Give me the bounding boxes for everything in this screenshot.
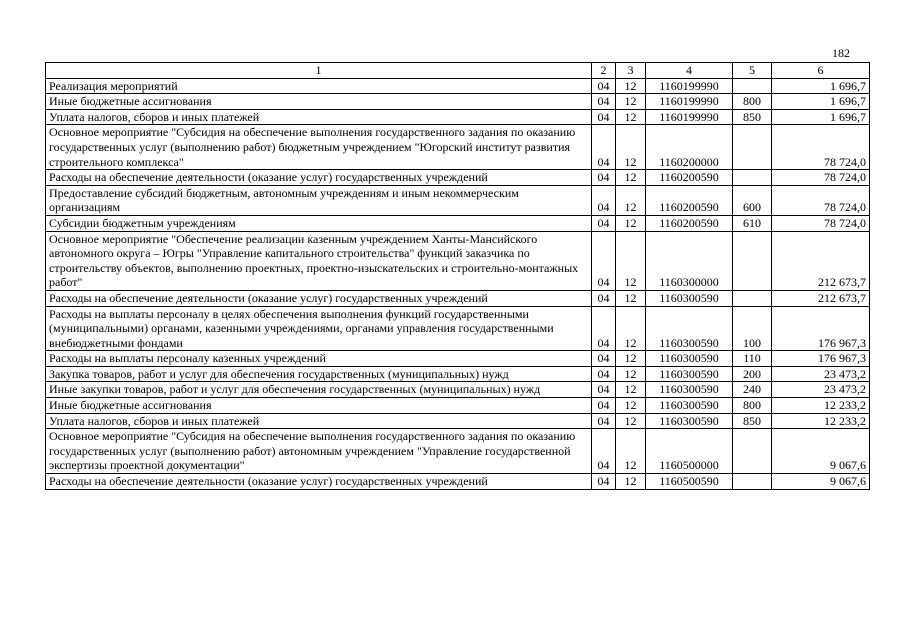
cell-name: Уплата налогов, сборов и иных платежей <box>46 109 592 125</box>
table-row <box>46 125 870 170</box>
cell-section: 04 <box>592 231 616 290</box>
cell-subsection: 12 <box>616 170 646 186</box>
cell-section: 04 <box>592 474 616 490</box>
cell-target-article: 1160300590 <box>646 351 733 367</box>
cell-amount: 78 724,0 <box>772 170 870 186</box>
cell-name: Предоставление субсидий бюджетным, автономным учреждениям и иным некоммерческим организациям <box>46 185 592 215</box>
table-row <box>46 231 870 290</box>
cell-name: Основное мероприятие "Субсидия на обеспечение выполнения государственного задания по оказанию государственных услуг (выполнению работ) бюджетным учреждением "Югорский институт развития строительного комплекса" <box>46 125 592 170</box>
cell-target-article: 1160199990 <box>646 78 733 94</box>
cell-name: Иные бюджетные ассигнования <box>46 398 592 414</box>
column-header: 6 <box>772 63 870 79</box>
table-row <box>46 413 870 429</box>
cell-target-article: 1160200590 <box>646 185 733 215</box>
cell-expense-type: 600 <box>733 185 772 215</box>
cell-section: 04 <box>592 351 616 367</box>
cell-target-article: 1160300000 <box>646 231 733 290</box>
cell-target-article: 1160300590 <box>646 382 733 398</box>
cell-expense-type: 610 <box>733 215 772 231</box>
cell-subsection: 12 <box>616 185 646 215</box>
cell-expense-type: 200 <box>733 366 772 382</box>
cell-name: Расходы на выплаты персоналу в целях обеспечения выполнения функций государственными (муниципальными) органами, казенными учреждениями, органами управления государственными внебюджетными фондами <box>46 306 592 351</box>
cell-expense-type: 850 <box>733 413 772 429</box>
cell-name: Закупка товаров, работ и услуг для обеспечения государственных (муниципальных) нужд <box>46 366 592 382</box>
cell-expense-type: 850 <box>733 109 772 125</box>
cell-subsection: 12 <box>616 474 646 490</box>
cell-target-article: 1160300590 <box>646 413 733 429</box>
cell-name: Расходы на выплаты персоналу казенных учреждений <box>46 351 592 367</box>
cell-section: 04 <box>592 185 616 215</box>
cell-section: 04 <box>592 78 616 94</box>
cell-amount: 78 724,0 <box>772 185 870 215</box>
cell-target-article: 1160200000 <box>646 125 733 170</box>
cell-name: Субсидии бюджетным учреждениям <box>46 215 592 231</box>
cell-section: 04 <box>592 290 616 306</box>
cell-subsection: 12 <box>616 78 646 94</box>
cell-subsection: 12 <box>616 231 646 290</box>
cell-section: 04 <box>592 413 616 429</box>
column-header: 5 <box>733 63 772 79</box>
cell-subsection: 12 <box>616 215 646 231</box>
budget-table <box>45 62 870 490</box>
cell-name: Основное мероприятие "Обеспечение реализации казенным учреждением Ханты-Мансийского автономного округа – Югры "Управление капитального строительства" функций заказчика по строительству объектов, выполнению проектных, проектно-изыскательских и строительно-монтажных работ" <box>46 231 592 290</box>
cell-expense-type: 800 <box>733 398 772 414</box>
cell-section: 04 <box>592 109 616 125</box>
cell-target-article: 1160199990 <box>646 109 733 125</box>
cell-target-article: 1160300590 <box>646 290 733 306</box>
cell-section: 04 <box>592 429 616 474</box>
table-row <box>46 306 870 351</box>
table-row <box>46 215 870 231</box>
cell-section: 04 <box>592 215 616 231</box>
cell-amount: 1 696,7 <box>772 94 870 110</box>
cell-expense-type <box>733 474 772 490</box>
cell-expense-type: 240 <box>733 382 772 398</box>
cell-expense-type <box>733 290 772 306</box>
cell-name: Иные бюджетные ассигнования <box>46 94 592 110</box>
cell-section: 04 <box>592 382 616 398</box>
table-row <box>46 382 870 398</box>
table-body <box>46 78 870 489</box>
table-row <box>46 398 870 414</box>
cell-subsection: 12 <box>616 413 646 429</box>
column-header: 2 <box>592 63 616 79</box>
table-row <box>46 351 870 367</box>
cell-target-article: 1160300590 <box>646 398 733 414</box>
cell-amount: 176 967,3 <box>772 351 870 367</box>
cell-name: Расходы на обеспечение деятельности (оказание услуг) государственных учреждений <box>46 474 592 490</box>
cell-name: Расходы на обеспечение деятельности (оказание услуг) государственных учреждений <box>46 290 592 306</box>
column-header: 3 <box>616 63 646 79</box>
cell-subsection: 12 <box>616 125 646 170</box>
table-row <box>46 109 870 125</box>
cell-section: 04 <box>592 398 616 414</box>
table-row <box>46 290 870 306</box>
table-row <box>46 366 870 382</box>
cell-name: Уплата налогов, сборов и иных платежей <box>46 413 592 429</box>
table-row <box>46 185 870 215</box>
cell-target-article: 1160500000 <box>646 429 733 474</box>
cell-amount: 212 673,7 <box>772 231 870 290</box>
cell-subsection: 12 <box>616 429 646 474</box>
cell-name: Реализация мероприятий <box>46 78 592 94</box>
cell-amount: 23 473,2 <box>772 366 870 382</box>
table-row <box>46 78 870 94</box>
header-row <box>46 63 870 79</box>
cell-target-article: 1160300590 <box>646 306 733 351</box>
cell-section: 04 <box>592 170 616 186</box>
cell-expense-type: 110 <box>733 351 772 367</box>
cell-section: 04 <box>592 306 616 351</box>
cell-subsection: 12 <box>616 290 646 306</box>
cell-amount: 1 696,7 <box>772 78 870 94</box>
table-row <box>46 474 870 490</box>
cell-section: 04 <box>592 94 616 110</box>
cell-amount: 23 473,2 <box>772 382 870 398</box>
cell-amount: 78 724,0 <box>772 125 870 170</box>
cell-subsection: 12 <box>616 306 646 351</box>
cell-expense-type: 800 <box>733 94 772 110</box>
cell-expense-type <box>733 170 772 186</box>
cell-expense-type <box>733 429 772 474</box>
cell-target-article: 1160199990 <box>646 94 733 110</box>
cell-expense-type: 100 <box>733 306 772 351</box>
cell-expense-type <box>733 78 772 94</box>
cell-amount: 9 067,6 <box>772 429 870 474</box>
cell-amount: 78 724,0 <box>772 215 870 231</box>
cell-subsection: 12 <box>616 382 646 398</box>
cell-amount: 176 967,3 <box>772 306 870 351</box>
column-header: 4 <box>646 63 733 79</box>
table-row <box>46 94 870 110</box>
cell-expense-type <box>733 231 772 290</box>
cell-amount: 9 067,6 <box>772 474 870 490</box>
cell-amount: 1 696,7 <box>772 109 870 125</box>
cell-target-article: 1160300590 <box>646 366 733 382</box>
cell-subsection: 12 <box>616 366 646 382</box>
cell-target-article: 1160500590 <box>646 474 733 490</box>
column-header: 1 <box>46 63 592 79</box>
cell-expense-type <box>733 125 772 170</box>
cell-name: Основное мероприятие "Субсидия на обеспечение выполнения государственного задания по оказанию государственных услуг (выполнению работ) автономным учреждением "Управление государственной экспертизы проектной документации" <box>46 429 592 474</box>
cell-target-article: 1160200590 <box>646 215 733 231</box>
cell-section: 04 <box>592 125 616 170</box>
cell-amount: 12 233,2 <box>772 398 870 414</box>
cell-section: 04 <box>592 366 616 382</box>
cell-subsection: 12 <box>616 351 646 367</box>
table-row <box>46 170 870 186</box>
cell-subsection: 12 <box>616 94 646 110</box>
cell-target-article: 1160200590 <box>646 170 733 186</box>
cell-amount: 212 673,7 <box>772 290 870 306</box>
cell-subsection: 12 <box>616 109 646 125</box>
table-row <box>46 429 870 474</box>
cell-subsection: 12 <box>616 398 646 414</box>
cell-name: Иные закупки товаров, работ и услуг для обеспечения государственных (муниципальных) нужд <box>46 382 592 398</box>
cell-name: Расходы на обеспечение деятельности (оказание услуг) государственных учреждений <box>46 170 592 186</box>
cell-amount: 12 233,2 <box>772 413 870 429</box>
page-number: 182 <box>832 46 850 60</box>
